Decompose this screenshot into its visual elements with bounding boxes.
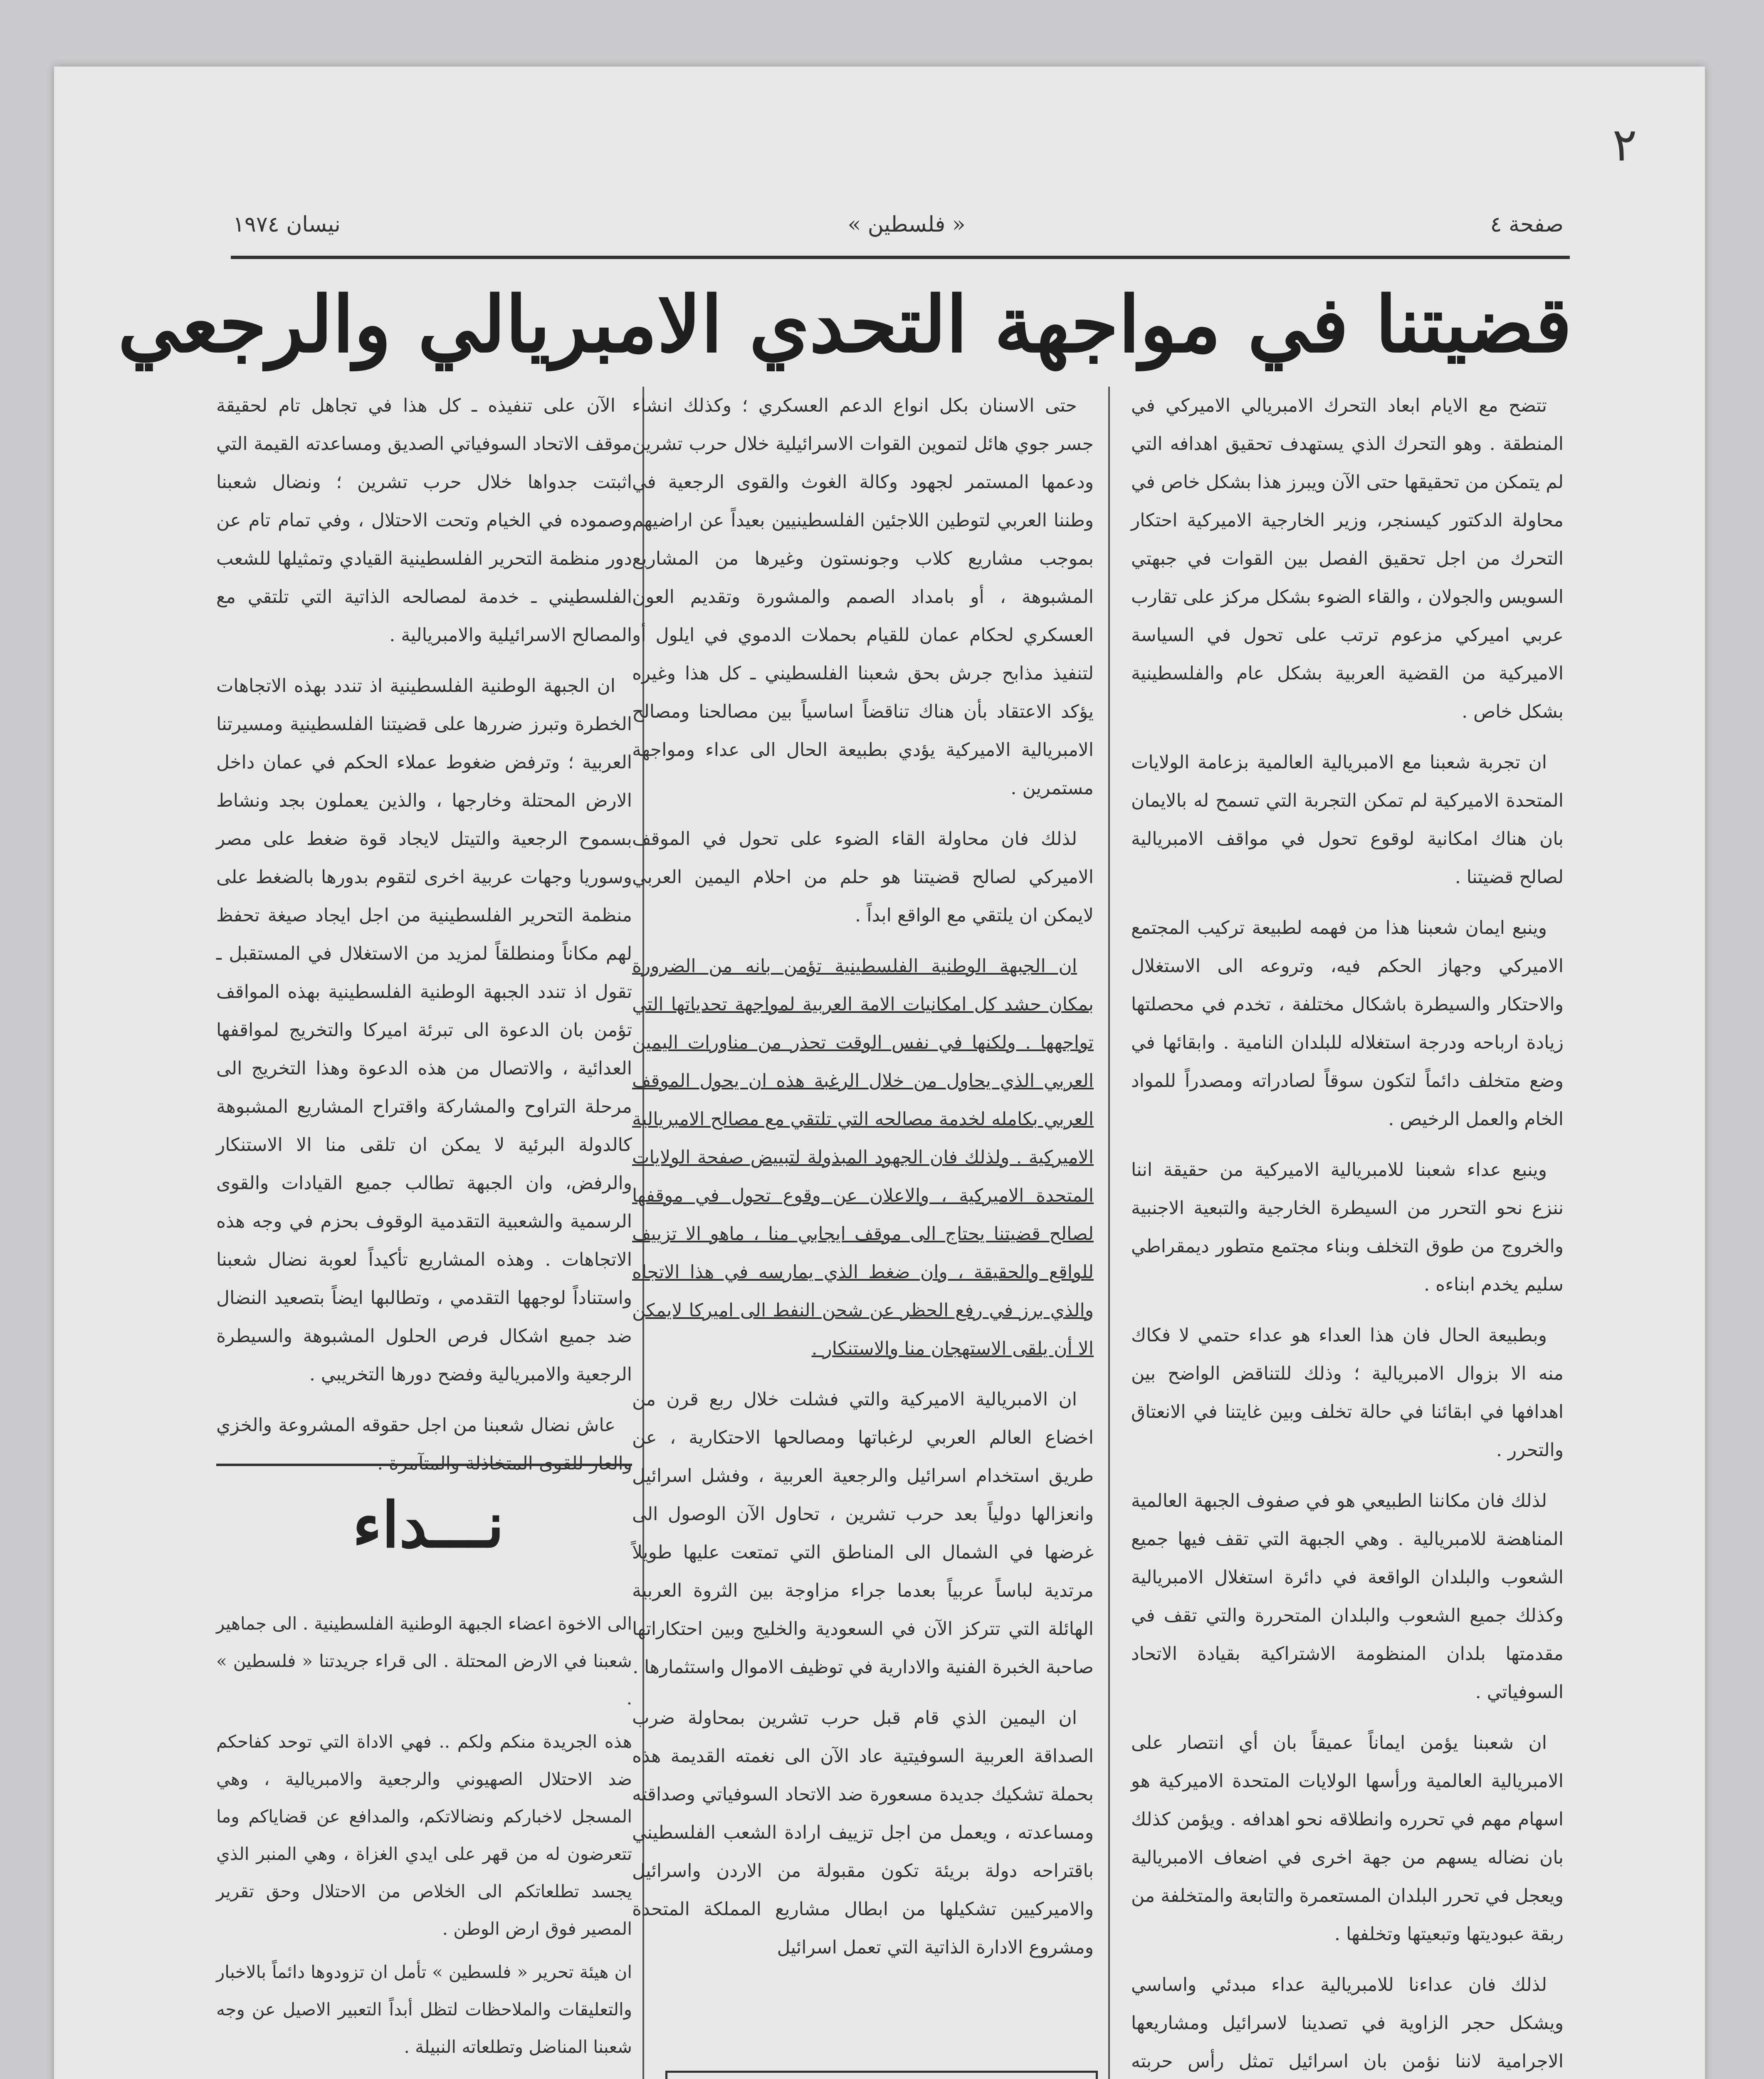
article-paragraph: وبطبيعة الحال فان هذا العداء هو عداء حتمي لا فكاك منه الا بزوال الامبريالية ؛ وذلك للتناقض الواضح بين اهدافها في ابقائنا في حالة تخلف وبين غايتنا في الانعتاق والتحرر . [1131, 1325, 1564, 1461]
article-paragraph: لذلك فان عداءنا للامبريالية عداء مبدئي واساسي ويشكل حجر الزاوية في تصدينا لاسرائيل ومشاريعها الاجرامية لاننا نؤمن بان اسرائيل تمثل رأس حربته [1131, 1974, 1564, 2072]
article-paragraph: وينبع عداء شعبنا للامبريالية الاميركية من حقيقة اننا ننزع نحو التحرر من السيطرة الخارجية والتبعية الاجنبية والخروج من طوق التخلف وبناء مجتمع متطور ديمقراطي سليم يخدم ابناءه . [1131, 1159, 1564, 1295]
article-column-3 [216, 387, 632, 1451]
article-closing: عاش نضال شعبنا من اجل حقوقه المشروعة والخزي [216, 1415, 615, 1436]
notice-paragraph: هذه الجريدة منكم ولكم .. فهي الاداة التي توحد كفاحكم ضد الاحتلال الصهيوني والرجعية والامبريالية ، وهي المسجل لاخباركم ونضالاتكم، والمدافع عن قضاياكم وما تتعرضون له من قهر على ايدي الغزاة ، وهي المنبر الذي يجسد تطلعاتكم الى الخلاص من الاحتلال وحق تقرير المصير فوق ارض الوطن . [216, 1731, 632, 1939]
article-paragraph: ان شعبنا يؤمن ايماناً عميقاً بان أي انتصار على الامبريالية العالمية ورأسها الولايات المتحدة الاميركية هو اسهام مهم في تحرره وانطلاقه نحو اهدافه . ويؤمن كذلك بان نضاله يسهم من جهة اخرى في اضعاف الامبريالية ويعجل في تحرر البلدان المستعمرة والتابعة والمتخلفة من ربقة عبوديتها وتبعيتها وتخلفها . [1131, 1732, 1564, 1945]
article-paragraph: لذلك فان محاولة القاء الضوء على تحول في الموقف الاميركي لصالح قضيتنا هو حلم من احلام اليمين العربي لايمكن ان يلتقي مع الواقع ابداً . [632, 828, 1094, 926]
article-column-1 [1131, 387, 1564, 2079]
article-paragraph-underlined: ان الجبهة الوطنية الفلسطينية تؤمن بانه من الضرورة بمكان حشد كل امكانيات الامة العربية لمواجهة تحدياتها التي تواجهها . ولكنها في نفس الوقت تحذر من مناورات اليمين العربي الذي يحاول من خلال الرغبة هذه ان يحول الموقف العربي بكامله لخدمة مصالحه التي تلتقي مع مصالح الامبريالية الاميركية . ولذلك فان الجهود المبذولة لتبييض صفحة الولايات المتحدة الاميركية ، والاعلان عن وقوع تحول في موقفها لصالح قضيتنا يحتاج الى موقف ايجابي منا ، ماهو الا تزييف للواقع والحقيقة ، وان ضغط الذي يمارسه في هذا الاتجاه والذي برز في رفع الحظر عن شحن النفط الى اميركا لايمكن الا أن يلقى الاستهجان منا والاستنكار . [632, 956, 1094, 1359]
article-column-2 [632, 387, 1094, 2042]
section-rule [216, 1464, 632, 1466]
article-paragraph: ان الجبهة الوطنية الفلسطينية اذ تندد بهذه الاتجاهات الخطرة وتبرز ضررها على قضيتنا الفلسطينية ومسيرتنا العربية ؛ وترفض ضغوط عملاء الحكم في عمان داخل الارض المحتلة وخارجها ، والذين يعملون بجد ونشاط بسموح الرجعية والتيتل لايجاد قوة ضغط على مصر وسوريا وجهات عربية اخرى لتقوم بدورها بالضغط على منظمة التحرير الفلسطينية من اجل ايجاد صيغة تحفظ لهم مكاناً ومنطلقاً لمزيد من الاستغلال في المستقبل ـ تقول اذ تندد الجبهة الوطنية الفلسطينية بهذه المواقف تؤمن بان الدعوة الى تبرئة اميركا والتخريج لمواقفها العدائية ، والاتصال من هذه الدعوة وهذا التخريج الى مرحلة التراوح والمشاركة واقتراح المشاريع المشبوهة كالدولة البرئية لا يمكن ان تلقى منا الا الاستنكار والرفض، وان الجبهة تطالب جميع القيادات والقوى الرسمية والشعبية التقدمية الوقوف بحزم في وجه هذه الاتجاهات . وهذه المشاريع تأكيداً لعوبة نضال شعبنا واستناداً لوجهها التقدمي ، وتطالبها ايضاً بتصعيد النضال ضد جميع اشكال فرص الحلول المشبوهة والسيطرة الرجعية والامبريالية وفضح دورها التخريبي . [216, 675, 632, 1385]
header-rule [231, 256, 1570, 259]
article-paragraph: وينبع ايمان شعبنا هذا من فهمه لطبيعة تركيب المجتمع الاميركي وجهاز الحكم فيه، وتروعه الى الاستغلال والاحتكار والسيطرة باشكال مختلفة ، تخدم في محصلتها زيادة ارباحه ودرجة استغلاله للبلدان النامية . وابقائها في وضع متخلف دائماً لتكون سوقاً لصادراته ومصدراً للمواد الخام والعمل الرخيص . [1131, 917, 1564, 1130]
running-head-page: صفحة ٤ [1490, 212, 1564, 237]
column-divider [1108, 387, 1110, 2079]
article-paragraph: تتضح مع الايام ابعاد التحرك الامبريالي الاميركي في المنطقة . وهو التحرك الذي يستهدف تحقيق اهدافه التي لم يتمكن من تحقيقها حتى الآن ويبرز هذا بشكل خاص في محاولة الدكتور كيسنجر، وزير الخارجية الاميركية احتكار التحرك من اجل تحقيق الفصل بين القوات في جبهتي السويس والجولان ، والقاء الضوء بشكل مركز على تقارب عربي اميركي مزعوم ترتب على تحول في السياسة الاميركية من القضية العربية بشكل عام والفلسطينية بشكل خاص . [1131, 395, 1564, 722]
article-paragraph: حتى الاسنان بكل انواع الدعم العسكري ؛ وكذلك انشاء جسر جوي هائل لتموين القوات الاسرائيلية خلال حرب تشرين ودعمها المستمر لجهود وكالة الغوث والقوى الرجعية في وطننا العربي لتوطين اللاجئين الفلسطينيين بعيداً عن اراضيهم بموجب مشاريع كلاب وجونستون وغيرها من المشاريع المشبوهة ، أو بامداد الصمم والمشورة وتقديم العون العسكري لحكام عمان للقيام بحملات الدموي في ايلول أو لتنفيذ مذابح جرش بحق شعبنا الفلسطيني ـ كل هذا وغيره يؤكد الاعتقاد بأن هناك تناقضاً اساسياً بين مصالحنا ومصالح الامبريالية الاميركية يؤدي بطبيعة الحال الى عداء ومواجهة مستمرين . [632, 395, 1094, 799]
article-paragraph: ان اليمين الذي قام قبل حرب تشرين بمحاولة ضرب الصداقة العربية السوفيتية عاد الآن الى نغمته القديمة هذه بحملة تشكيك جديدة مسعورة ضد الاتحاد السوفياتي وصداقته ومساعدته ، ويعمل من اجل تزييف ارادة الشعب الفلسطيني باقتراحه دولة بريئة تكون مقبولة من الاردن واسرائيل والاميركيين تشكيلها من ابطال مشاريع المملكة المتحدة ومشروع الادارة الذاتية التي تعمل اسرائيل [632, 1707, 1094, 1958]
notice-body-left [216, 1605, 632, 2057]
notice-title: نـــداء [352, 1489, 504, 1562]
article-paragraph: ان الامبريالية الاميركية والتي فشلت خلال ربع قرن من اخضاع العالم العربي لرغباتها ومصالحها الاحتكارية ، عن طريق استخدام اسرائيل والرجعية العربية ، وفشل اسرائيل وانعزالها دولياً بعد حرب تشرين ، تحاول الآن الوصول الى غرضها في الشمال الى المناطق التي تمتعت عليها طويلاً مرتدية لباساً عربياً بعدما جراء مزاوجة بين الثروة العربية الهائلة التي تتركز الآن في السعودية والخليج وبين احتكاراتها صاحبة الخبرة الفنية والادارية في توظيف الاموال واستثمارها . [632, 1389, 1094, 1678]
headline: قضيتنا في مواجهة التحدي الامبريالي والرجعي [118, 279, 1572, 370]
page-corner-number: ٢ [1612, 118, 1637, 171]
running-head-title: « فلسطين » [847, 212, 966, 237]
notice-paragraph: ان هيئة تحرير « فلسطين » تأمل ان تزودوها دائماً بالاخبار والتعليقات والملاحظات لتظل أبداً التعبير الاصيل عن وجه شعبنا المناضل وتطلعاته النبيلة . [216, 1962, 632, 2057]
article-paragraph: الآن على تنفيذه ـ كل هذا في تجاهل تام لحقيقة موقف الاتحاد السوفياتي الصديق ومساعدته القيمة التي اثبتت جدواها خلال حرب تشرين ؛ ونضال شعبنا وصموده في الخيام وتحت الاحتلال ، وفي تمام تام عن دور منظمة التحرير الفلسطينية القيادي وتمثيلها للشعب الفلسطيني ـ خدمة لمصالحه الذاتية التي تلتقي مع المصالح الاسرائيلية والامبريالية . [216, 395, 632, 646]
notice-box-center [665, 2071, 1098, 2079]
notice-paragraph: الى الاخوة اعضاء الجبهة الوطنية الفلسطينية . الى جماهير شعبنا في الارض المحتلة . الى قراء جريدتنا « فلسطين » . [216, 1613, 632, 1709]
article-paragraph: لذلك فان مكاننا الطبيعي هو في صفوف الجبهة العالمية المناهضة للامبريالية . وهي الجبهة التي تقف فيها جميع الشعوب والبلدان الواقعة في دائرة استغلال الامبريالية وكذلك جميع الشعوب والبلدان المتحررة والتي تقف في مقدمتها بلدان المنظومة الاشتراكية بقيادة الاتحاد السوفياتي . [1131, 1490, 1564, 1703]
running-head-date: نيسان ١٩٧٤ [233, 212, 341, 237]
article-paragraph: ان تجربة شعبنا مع الامبريالية العالمية بزعامة الولايات المتحدة الاميركية لم تمكن التجربة التي تسمح له بالايمان بان هناك امكانية لوقوع تحول في مواقف الامبريالية لصالح قضيتنا . [1131, 752, 1564, 888]
